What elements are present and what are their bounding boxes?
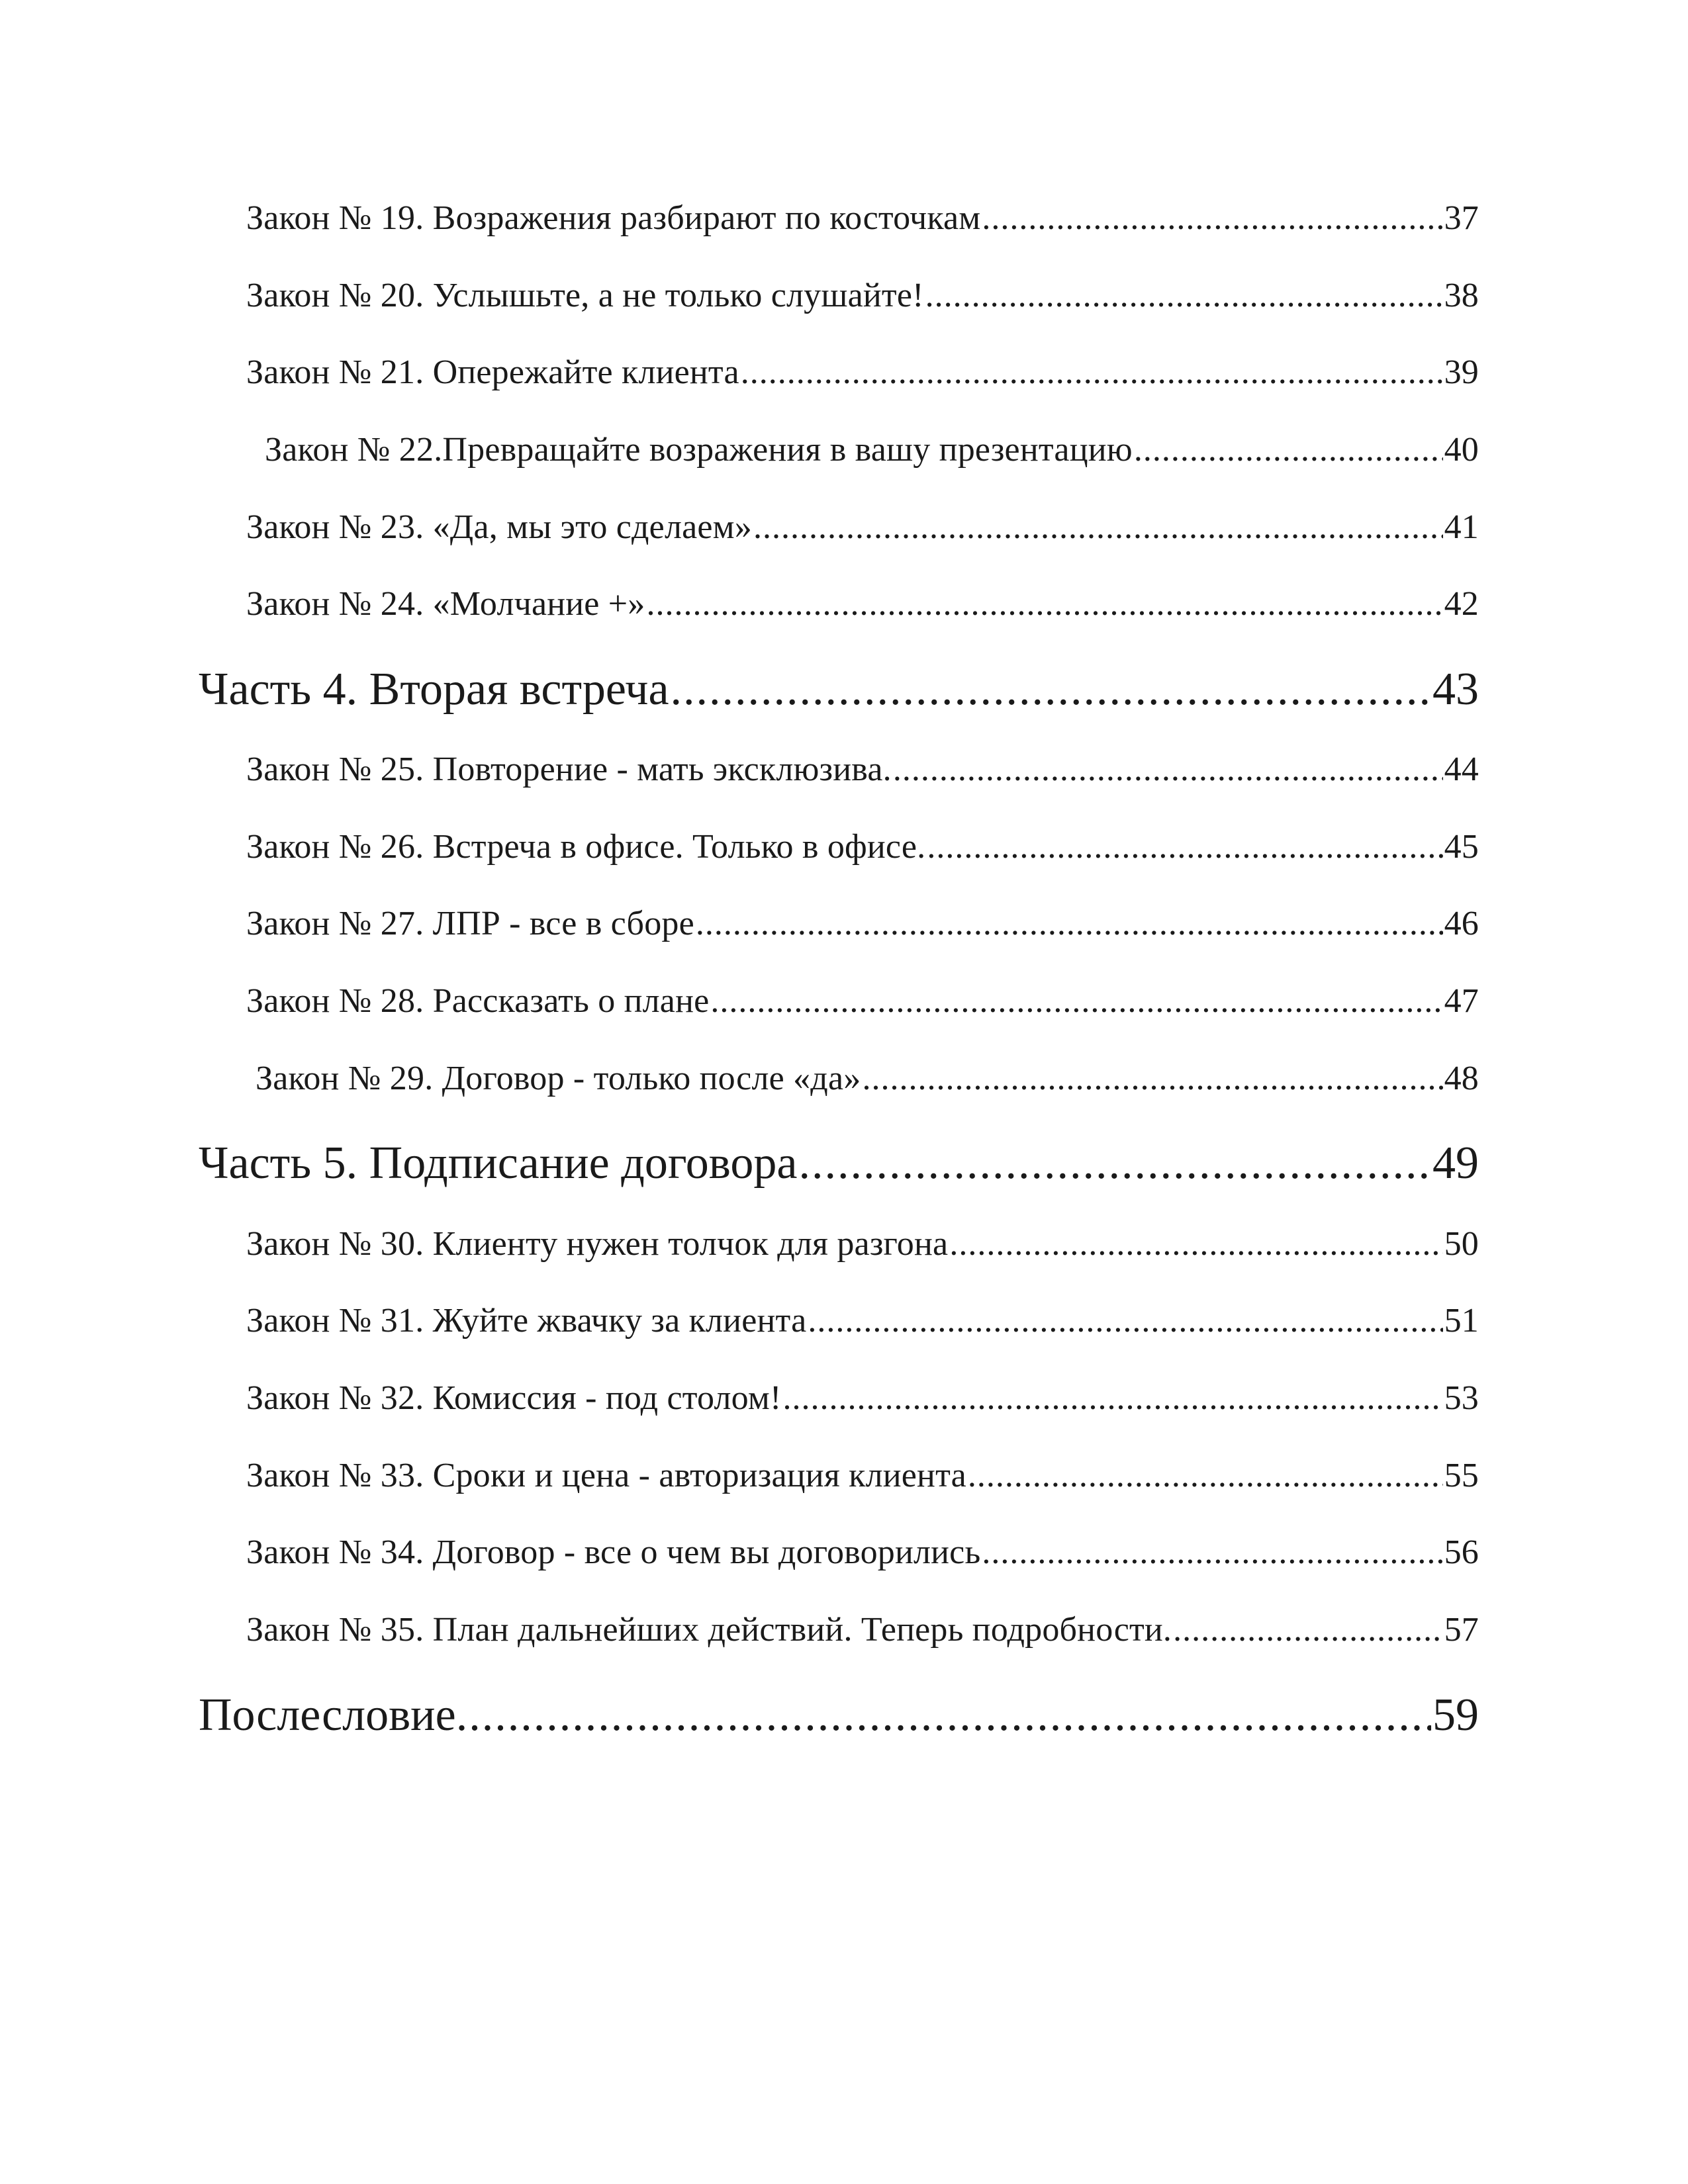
dot-leader xyxy=(753,504,1443,551)
toc-entry-title: Закон № 27. ЛПР - все в сборе xyxy=(246,905,694,942)
toc-entry-title: Закон № 34. Договор - все о чем вы договорились xyxy=(246,1533,981,1571)
toc-entry-title: Закон № 26. Встреча в офисе. Только в офисе. xyxy=(246,828,926,866)
dot-leader xyxy=(782,1375,1442,1422)
toc-entry-page: 45 xyxy=(1444,828,1479,866)
toc-entry-page: 40 xyxy=(1444,431,1479,469)
dot-leader xyxy=(741,349,1443,396)
dot-leader xyxy=(808,1298,1442,1344)
toc-entry-law-29[interactable] xyxy=(256,1056,1479,1102)
toc-entry-title: Закон № 23. «Да, мы это сделаем» xyxy=(246,508,752,546)
toc-entry-title: Закон № 22.Превращайте возражения в вашу презентацию xyxy=(265,431,1133,469)
toc-entry-page: 53 xyxy=(1444,1379,1479,1417)
toc-entry-law-21[interactable] xyxy=(246,349,1479,396)
toc-entry-title: Закон № 24. «Молчание +» xyxy=(246,585,645,623)
dot-leader xyxy=(982,1529,1442,1576)
toc-entry-page: 56 xyxy=(1444,1533,1479,1571)
toc-entry-part-4[interactable] xyxy=(199,660,1479,719)
toc-entry-page: 50 xyxy=(1444,1225,1479,1263)
toc-entry-law-35[interactable] xyxy=(246,1607,1479,1653)
dot-leader xyxy=(925,273,1443,319)
dot-leader xyxy=(862,1056,1442,1102)
toc-entry-page: 41 xyxy=(1444,508,1479,546)
toc-entry-law-30[interactable] xyxy=(246,1221,1479,1267)
toc-entry-page: 44 xyxy=(1444,751,1479,788)
toc-entry-title: Закон № 19. Возражения разбирают по косточкам xyxy=(246,199,981,237)
toc-entry-law-23[interactable] xyxy=(246,504,1479,551)
toc-entry-page: 49 xyxy=(1432,1138,1479,1189)
toc-entry-afterword[interactable] xyxy=(199,1686,1479,1745)
toc-entry-law-25[interactable] xyxy=(246,747,1479,793)
toc-entry-title: Послесловие. xyxy=(199,1690,468,1741)
toc-entry-title: Закон № 28. Рассказать о плане xyxy=(246,982,710,1020)
toc-entry-law-24[interactable] xyxy=(246,581,1479,627)
dot-leader xyxy=(949,1221,1442,1267)
toc-entry-title: Закон № 30. Клиенту нужен толчок для разгона xyxy=(246,1225,949,1263)
toc-entry-title: Закон № 21. Опережайте клиента xyxy=(246,353,739,391)
dot-leader xyxy=(1173,1607,1442,1653)
toc-entry-title: Закон № 31. Жуйте жвачку за клиента xyxy=(246,1302,807,1340)
dot-leader xyxy=(968,1453,1443,1499)
dot-leader xyxy=(710,978,1442,1024)
toc-entry-title: Закон № 25. Повторение - мать эксклюзива. xyxy=(246,751,892,788)
dot-leader xyxy=(647,581,1443,627)
dot-leader xyxy=(1134,427,1443,473)
toc-entry-page: 59 xyxy=(1432,1690,1479,1741)
toc-entry-law-32[interactable] xyxy=(246,1375,1479,1422)
toc-entry-law-31[interactable] xyxy=(246,1298,1479,1344)
toc-entry-page: 37 xyxy=(1444,199,1479,237)
dot-leader xyxy=(798,1134,1431,1193)
toc-entry-title: Закон № 20. Услышьте, а не только слушайте! xyxy=(246,277,924,314)
toc-entry-title: Часть 5. Подписание договора xyxy=(199,1138,798,1189)
toc-entry-law-27[interactable] xyxy=(246,901,1479,947)
toc-entry-page: 42 xyxy=(1444,585,1479,623)
dot-leader xyxy=(696,901,1443,947)
toc-entry-title: Закон № 35. План дальнейших действий. Теперь подробности. xyxy=(246,1611,1172,1649)
toc-entry-page: 39 xyxy=(1444,353,1479,391)
toc-entry-law-20[interactable] xyxy=(246,273,1479,319)
toc-entry-law-19[interactable] xyxy=(246,195,1479,242)
toc-entry-page: 47 xyxy=(1444,982,1479,1020)
toc-entry-page: 43 xyxy=(1432,664,1479,715)
dot-leader xyxy=(893,747,1443,793)
toc-entry-law-33[interactable] xyxy=(246,1453,1479,1499)
toc-entry-title: Закон № 33. Сроки и цена - авторизация клиента xyxy=(246,1457,966,1494)
toc-entry-law-34[interactable] xyxy=(246,1529,1479,1576)
dot-leader xyxy=(982,195,1442,242)
toc-entry-page: 55 xyxy=(1444,1457,1479,1494)
toc-entry-part-5[interactable] xyxy=(199,1134,1479,1193)
toc-entry-page: 48 xyxy=(1444,1060,1479,1097)
toc-entry-title: Закон № 29. Договор - только после «да» xyxy=(256,1060,861,1097)
toc-entry-law-22[interactable] xyxy=(265,427,1479,473)
toc-entry-page: 51 xyxy=(1444,1302,1479,1340)
toc-entry-page: 38 xyxy=(1444,277,1479,314)
dot-leader xyxy=(927,824,1442,870)
toc-entry-title: Часть 4. Вторая встреча xyxy=(199,664,669,715)
toc-entry-page: 46 xyxy=(1444,905,1479,942)
toc-entry-page: 57 xyxy=(1444,1611,1479,1649)
dot-leader xyxy=(671,660,1431,719)
toc-entry-title: Закон № 32. Комиссия - под столом! xyxy=(246,1379,782,1417)
toc-entry-law-28[interactable] xyxy=(246,978,1479,1024)
toc-entry-law-26[interactable] xyxy=(246,824,1479,870)
dot-leader xyxy=(469,1686,1431,1745)
